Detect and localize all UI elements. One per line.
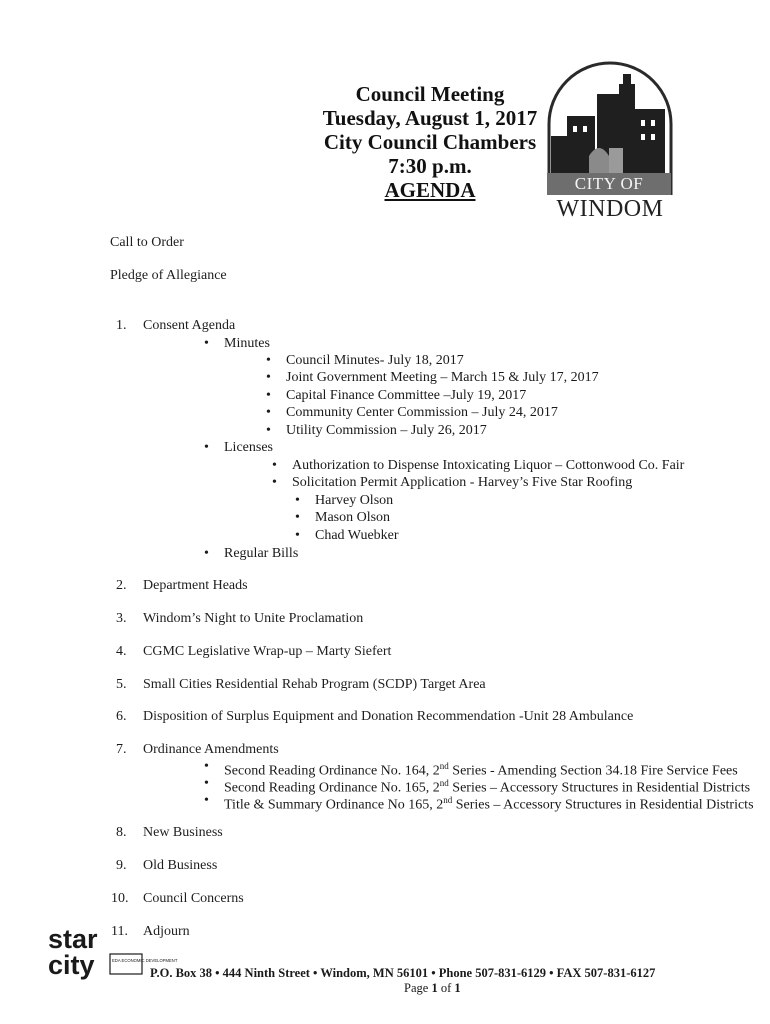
- item-number: 8.: [116, 825, 127, 840]
- list-item: • Capital Finance Committee –July 19, 2017: [286, 387, 526, 404]
- regular-bills: • Regular Bills: [224, 545, 298, 562]
- old-business: Old Business: [143, 858, 218, 873]
- meeting-location: City Council Chambers: [323, 130, 537, 154]
- list-item: • Council Minutes- July 18, 2017: [286, 352, 464, 369]
- council-concerns: Council Concerns: [143, 891, 244, 906]
- item-number: 2.: [116, 578, 127, 593]
- star-city-bottom: city: [48, 950, 95, 980]
- item-number: 9.: [116, 858, 127, 873]
- item-number: 3.: [116, 611, 127, 626]
- agenda-heading: AGENDA: [384, 178, 476, 202]
- meeting-title: Council Meeting: [355, 82, 505, 106]
- cgmc-wrap-up: CGMC Legislative Wrap-up – Marty Siefert: [143, 644, 392, 659]
- adjourn: Adjourn: [143, 924, 190, 939]
- item-number: 7.: [116, 742, 127, 757]
- item-number: 1.: [116, 318, 127, 333]
- item-number: 5.: [116, 677, 127, 692]
- consent-agenda: Consent Agenda: [143, 318, 236, 333]
- page-number: Page 1 of 1: [404, 981, 461, 995]
- meeting-time: 7:30 p.m.: [388, 154, 472, 178]
- list-item: • Harvey Olson: [315, 492, 393, 509]
- new-business: New Business: [143, 825, 223, 840]
- night-to-unite: Windom’s Night to Unite Proclamation: [143, 611, 364, 626]
- logo-windom: WINDOM: [556, 196, 664, 222]
- item-number: 4.: [116, 644, 127, 659]
- list-item: • Community Center Commission – July 24, 2017: [286, 404, 558, 421]
- list-item: • Chad Wuebker: [315, 527, 399, 544]
- minutes-heading: • Minutes: [224, 335, 270, 352]
- item-number: 10.: [111, 891, 129, 906]
- star-city-eda: EDA ECONOMIC DEVELOPMENT: [112, 958, 178, 963]
- call-to-order: Call to Order: [110, 235, 184, 250]
- list-item: • Utility Commission – July 26, 2017: [286, 422, 487, 439]
- licenses-heading: • Licenses: [224, 439, 273, 456]
- ordinance-item: • Second Reading Ordinance No. 164, 2nd Series - Amending Section 34.18 Fire Service Fees: [224, 758, 738, 780]
- list-item: • Joint Government Meeting – March 15 & July 17, 2017: [286, 369, 599, 386]
- ordinance-item: • Second Reading Ordinance No. 165, 2nd Series – Accessory Structures in Residential Districts: [224, 775, 750, 797]
- logo-city-of: CITY OF: [547, 173, 671, 195]
- scdp-target-area: Small Cities Residential Rehab Program (SCDP) Target Area: [143, 677, 486, 692]
- list-item: • Authorization to Dispense Intoxicating Liquor – Cottonwood Co. Fair: [292, 457, 684, 474]
- department-heads: Department Heads: [143, 578, 248, 593]
- item-number: 11.: [111, 924, 128, 939]
- star-city-top: star: [48, 924, 98, 954]
- list-item: • Solicitation Permit Application - Harvey’s Five Star Roofing: [292, 474, 632, 491]
- city-of-windom-logo: [545, 64, 675, 222]
- meeting-date: Tuesday, August 1, 2017: [322, 106, 538, 130]
- city-address: P.O. Box 38 • 444 Ninth Street • Windom, MN 56101 • Phone 507-831-6129 • FAX 507-831-6127: [150, 966, 656, 980]
- agenda-header: [300, 82, 560, 202]
- surplus-equipment: Disposition of Surplus Equipment and Donation Recommendation -Unit 28 Ambulance: [143, 709, 634, 724]
- ordinance-item: • Title & Summary Ordinance No 165, 2nd Series – Accessory Structures in Residential Districts: [224, 792, 754, 814]
- ordinance-amendments: Ordinance Amendments: [143, 742, 279, 757]
- list-item: • Mason Olson: [315, 509, 390, 526]
- pledge-of-allegiance: Pledge of Allegiance: [110, 268, 227, 283]
- item-number: 6.: [116, 709, 127, 724]
